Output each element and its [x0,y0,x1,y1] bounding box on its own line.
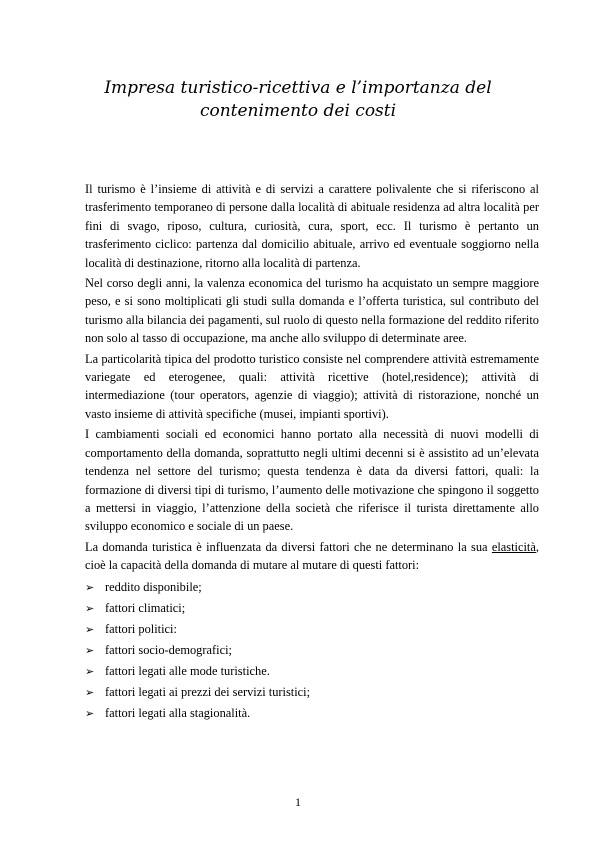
list-item-text: fattori legati alle mode turistiche. [105,663,270,678]
paragraph-3: La particolarità tipica del prodotto turistico consiste nel comprendere attività estremamente variegate ed eterogenee, quali: attività ricettive (hotel,residence); attività di intermediazione (tour operators, agenzie di viaggio); attività di ristorazione, nonché un vasto insieme di attività specifiche (musei, impianti sportivi). [85,351,539,421]
list-item [85,682,539,703]
title-line-2: contenimento dei costi [199,101,397,121]
page-number: 1 [295,795,301,809]
list-item [85,619,539,640]
factors-list [85,577,539,724]
paragraph-2: Nel corso degli anni, la valenza economica del turismo ha acquistato un sempre maggiore peso, e si sono moltiplicati gli studi sulla domanda e l’offerta turistica, sul contributo del turismo alla bilancia dei pagamenti, sul ruolo di questo nella formazione del reddito riferito non solo al tasso di occupazione, ma anche allo sviluppo di determinate aree. [85,276,539,346]
list-item-text: fattori socio-demografici; [105,642,232,657]
arrow-bullet-icon: ➢ [85,622,95,636]
paragraph-5 [85,538,539,575]
arrow-bullet-icon: ➢ [85,706,95,720]
list-item-text: fattori politici: [105,621,177,636]
paragraph-5-start: La domanda turistica è influenzata da diversi fattori che ne determinano la sua [85,539,488,554]
list-item-text: reddito disponibile; [105,579,202,594]
paragraph-1: Il turismo è l’insieme di attività e di servizi a carattere polivalente che si riferiscono al trasferimento temporaneo di persone dalla località di abituale residenza ad altra località per fini di svago, riposo, cultura, curiosità, cura, sport, ecc. Il turismo è pertanto un trasferimento ciclico: partenza dal domicilio abituale, arrivo ed eventuale soggiorno nella località di destinazione, ritorno alla località di partenza. [85,182,539,270]
document-body [85,180,539,724]
list-item-text: fattori climatici; [105,600,186,615]
arrow-bullet-icon: ➢ [85,643,95,657]
list-item [85,640,539,661]
arrow-bullet-icon: ➢ [85,601,95,615]
list-item-text: fattori legati ai prezzi dei servizi turistici; [105,684,311,699]
document-title [80,77,516,123]
list-item [85,661,539,682]
paragraph-4: I cambiamenti sociali ed economici hanno portato alla necessità di nuovi modelli di comportamento della domanda, soprattutto negli ultimi decenni si è assistito ad un’elevata tendenza nel settore del turismo; questa tendenza è data da diversi fattori, quali: la formazione di diversi tipi di turismo, l’aumento delle motivazione che spingono il soggetto a mettersi in viaggio, l’attenzione della società che riferisce il turista direttamente allo sviluppo economico e sociale di un paese. [85,427,539,534]
list-item [85,577,539,598]
list-item [85,598,539,619]
list-item [85,703,539,724]
list-item-text: fattori legati alla stagionalità. [105,705,251,720]
arrow-bullet-icon: ➢ [85,685,95,699]
paragraph-5-end: , cioè la capacità della domanda di mutare al mutare di questi fattori: [85,539,539,573]
elasticita-term: elasticità [491,539,536,554]
title-line-1: Impresa turistico-ricettiva e l’importanza del [104,78,492,98]
arrow-bullet-icon: ➢ [85,580,95,594]
arrow-bullet-icon: ➢ [85,664,95,678]
